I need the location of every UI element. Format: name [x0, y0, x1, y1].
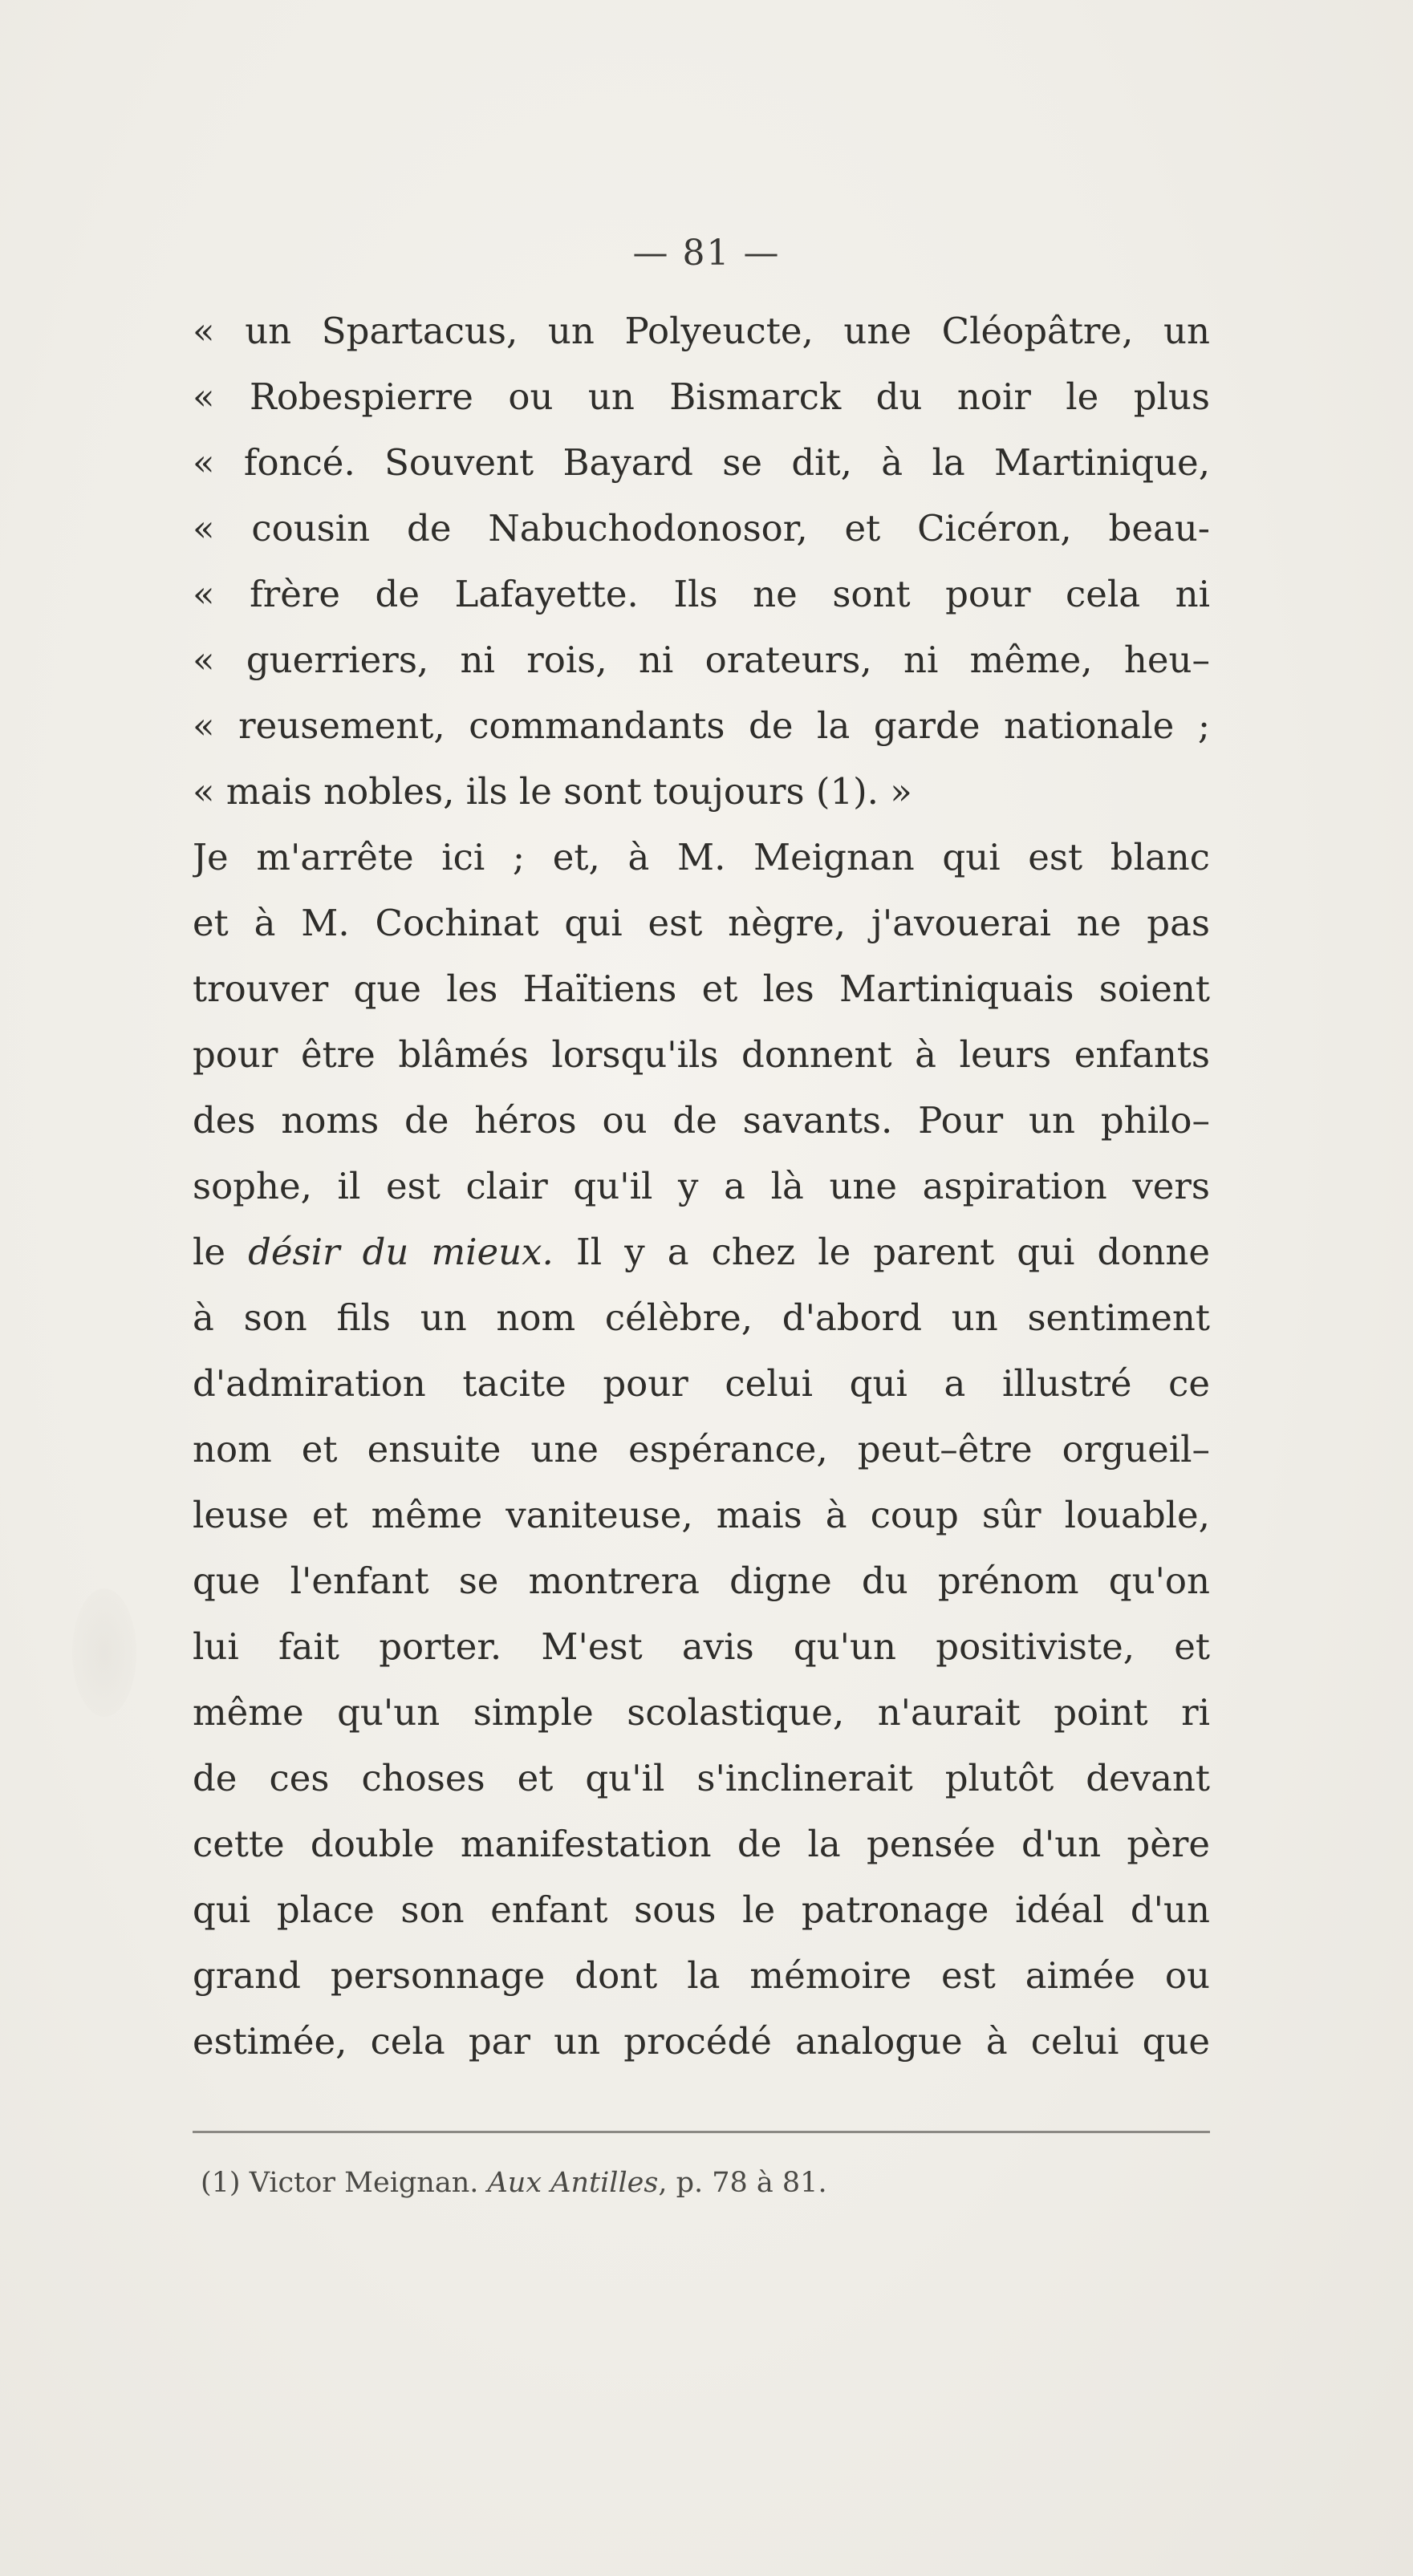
- page-number: — 81 —: [632, 233, 781, 274]
- text-line-4: « cousin de Nabuchodonosor, et Cicéron, beau-: [193, 507, 1210, 550]
- text-line-12: pour être blâmés lorsqu'ils donnent à leurs enfants: [193, 1033, 1210, 1076]
- text-line-15-end: Il y a chez le parent qui donne: [553, 1231, 1210, 1273]
- text-line-11: trouver que les Haïtiens et les Martiniquais soient: [193, 968, 1210, 1010]
- text-line-26: grand personnage dont la mémoire est aimée ou: [193, 1954, 1210, 1997]
- text-line-10: et à M. Cochinat qui est nègre, j'avouerai ne pas: [193, 902, 1210, 944]
- text-line-3: « foncé. Souvent Bayard se dit, à la Martinique,: [193, 441, 1210, 484]
- footnote: [201, 2163, 1163, 2203]
- text-line-9: Je m'arrête ici ; et, à M. Meignan qui est blanc: [193, 836, 1210, 878]
- text-line-17: d'admiration tacite pour celui qui a illustré ce: [193, 1362, 1210, 1405]
- text-line-1: « un Spartacus, un Polyeucte, une Cléopâtre, un: [193, 310, 1210, 352]
- text-line-13: des noms de héros ou de savants. Pour un philo–: [193, 1099, 1210, 1142]
- text-line-18: nom et ensuite une espérance, peut–être orgueil–: [193, 1428, 1210, 1471]
- text-line-25: qui place son enfant sous le patronage idéal d'un: [193, 1888, 1210, 1931]
- text-line-16: à son fils un nom célèbre, d'abord un sentiment: [193, 1296, 1210, 1339]
- text-line-2: « Robespierre ou un Bismarck du noir le plus: [193, 375, 1210, 418]
- text-line-6: « guerriers, ni rois, ni orateurs, ni même, heu–: [193, 639, 1210, 681]
- footnote-title: Aux Antilles: [487, 2167, 659, 2199]
- text-line-20: que l'enfant se montrera digne du prénom qu'on: [193, 1560, 1210, 1602]
- footnote-pages: , p. 78 à 81.: [658, 2167, 827, 2199]
- body-text: [193, 298, 1210, 2075]
- text-line-27: estimée, cela par un procédé analogue à celui que: [193, 2020, 1210, 2063]
- text-line-15: [193, 1219, 1210, 1285]
- text-line-5: « frère de Lafayette. Ils ne sont pour cela ni: [193, 573, 1210, 615]
- text-line-19: leuse et même vaniteuse, mais à coup sûr louable,: [193, 1494, 1210, 1536]
- text-line-23: de ces choses et qu'il s'inclinerait plutôt devant: [193, 1757, 1210, 1799]
- paper-smudge: [72, 1588, 136, 1717]
- text-line-22: même qu'un simple scolastique, n'aurait point ri: [193, 1691, 1210, 1734]
- text-line-14: sophe, il est clair qu'il y a là une aspiration vers: [193, 1165, 1210, 1207]
- text-line-7: « reusement, commandants de la garde nationale ;: [193, 704, 1210, 747]
- text-line-21: lui fait porter. M'est avis qu'un positiviste, et: [193, 1625, 1210, 1668]
- text-line-15-start: le: [193, 1231, 249, 1273]
- italic-phrase: désir du mieux.: [248, 1231, 554, 1273]
- footnote-marker: (1) Victor Meignan.: [201, 2167, 488, 2199]
- footnote-divider: [193, 2131, 1210, 2133]
- text-line-8: « mais nobles, ils le sont toujours (1). »: [193, 770, 912, 813]
- text-line-24: cette double manifestation de la pensée d'un père: [193, 1823, 1210, 1865]
